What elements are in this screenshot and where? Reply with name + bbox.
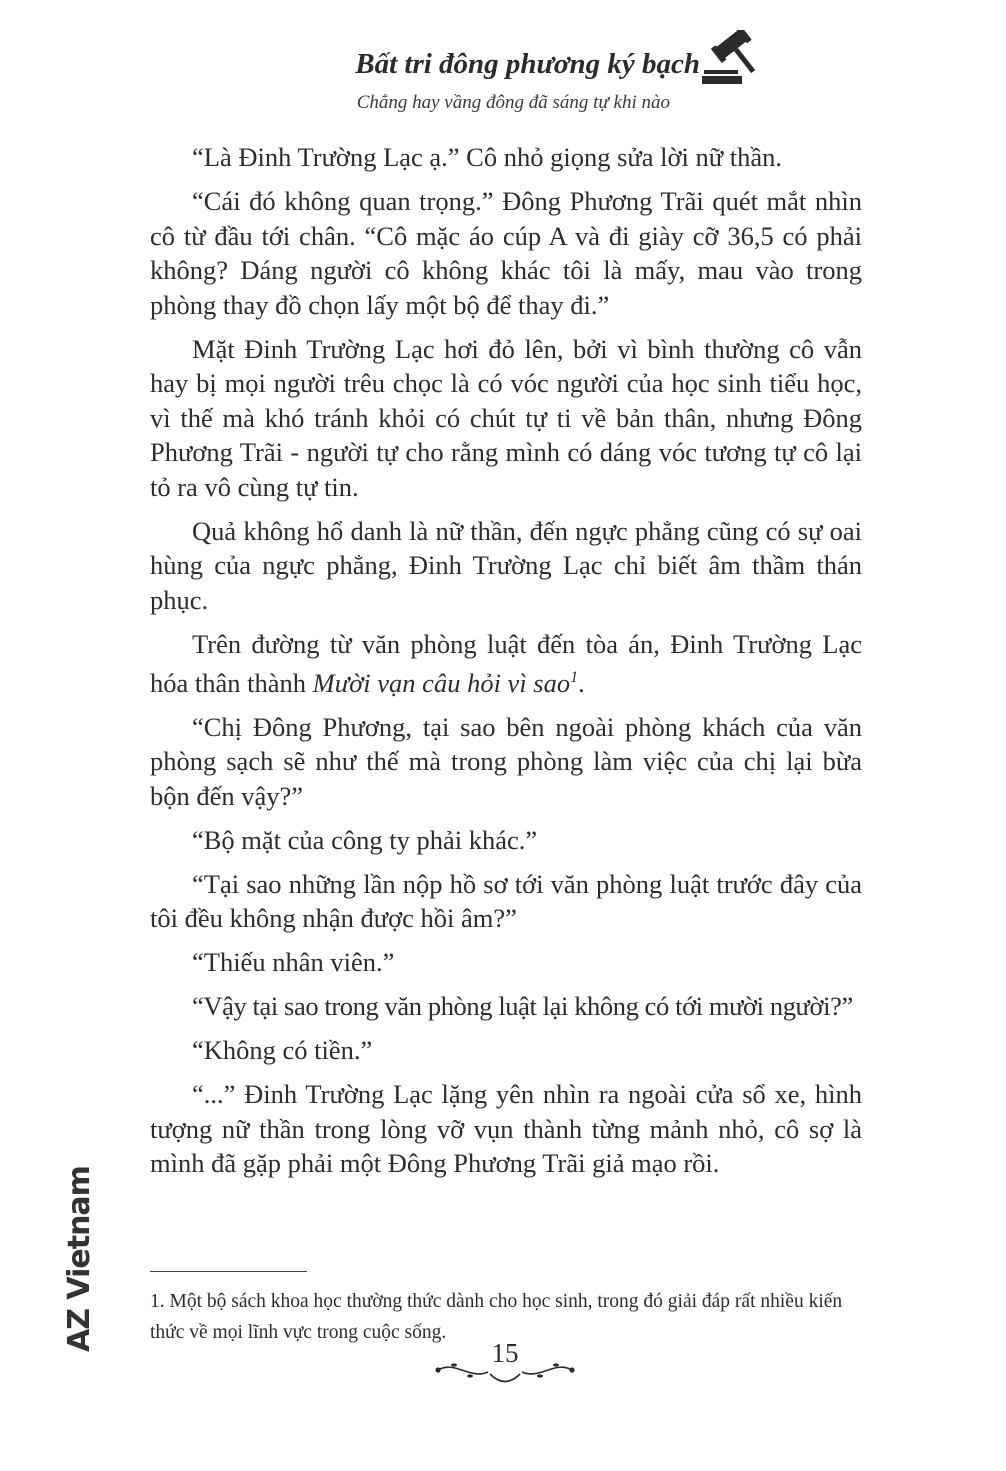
paragraph-with-footnote [150, 627, 862, 701]
page-number-block [430, 1338, 580, 1388]
gavel-icon [702, 30, 764, 86]
paragraph: “Vậy tại sao trong văn phòng luật lại không có tới mười người?” [192, 991, 853, 1022]
publisher-logo-text: AZ Vietnam [62, 1166, 97, 1352]
footnote-marker: 1 [570, 669, 579, 686]
footnote-divider [150, 1271, 307, 1272]
header-title: Bất tri đông phương ký bạch [355, 48, 700, 80]
page-number: 15 [491, 1338, 519, 1368]
footnote: 1. Một bộ sách khoa học thường thức dành cho học sinh, trong đó giải đáp rất nhiều kiến thức về mọi lĩnh vực trong cuộc sống. [150, 1291, 843, 1343]
book-title: Mười vạn câu hỏi vì sao [312, 667, 571, 698]
body-text [150, 140, 862, 1190]
paragraph: “Tại sao những lần nộp hồ sơ tới văn phòng luật trước đây của tôi đều không nhận được hồi âm?” [150, 868, 862, 934]
paragraph: Quả không hổ danh là nữ thần, đến ngực phẳng cũng có sự oai hùng của ngực phẳng, Đinh Trường Lạc chỉ biết âm thầm thán phục. [150, 515, 862, 615]
paragraph: “Chị Đông Phương, tại sao bên ngoài phòng khách của văn phòng sạch sẽ như thế mà trong phòng làm việc của chị lại bừa bộn đến vậy?” [150, 711, 862, 811]
paragraph: “Không có tiền.” [192, 1035, 373, 1066]
paragraph: “Thiếu nhân viên.” [192, 947, 395, 978]
paragraph: “Cái đó không quan trọng.” Đông Phương Trãi quét mắt nhìn cô từ đầu tới chân. “Cô mặc áo cúp A và đi giày cỡ 36,5 có phải không? Dáng người cô không khác tôi là mấy, mau vào trong phòng thay đồ chọn lấy một bộ để thay đi.” [150, 186, 862, 320]
publisher-logo [60, 1166, 100, 1352]
header-subtitle: Chẳng hay vầng đông đã sáng tự khi nào [356, 92, 670, 113]
paragraph-text: Trên đường từ văn phòng luật đến tòa án, Đinh Trường Lạc hóa thân thành [150, 628, 862, 698]
paragraph: “Bộ mặt của công ty phải khác.” [192, 824, 538, 855]
paragraph-text-end: . [578, 667, 585, 698]
paragraph: “Là Đinh Trường Lạc ạ.” Cô nhỏ giọng sửa lời nữ thần. [192, 142, 783, 172]
paragraph: “...” Đinh Trường Lạc lặng yên nhìn ra ngoài cửa sổ xe, hình tượng nữ thần trong lòng vỡ vụn thành từng mảnh nhỏ, cô sợ là mình đã gặp phải một Đông Phương Trãi giả mạo rồi. [150, 1079, 862, 1179]
paragraph: Mặt Đinh Trường Lạc hơi đỏ lên, bởi vì bình thường cô vẫn hay bị mọi người trêu chọc là có vóc người của học sinh tiểu học, vì thế mà khó tránh khỏi có chút tự ti về bản thân, nhưng Đông Phương Trãi - người tự cho rằng mình có dáng vóc tương tự cô lại tỏ ra vô cùng tự tin. [150, 333, 862, 502]
